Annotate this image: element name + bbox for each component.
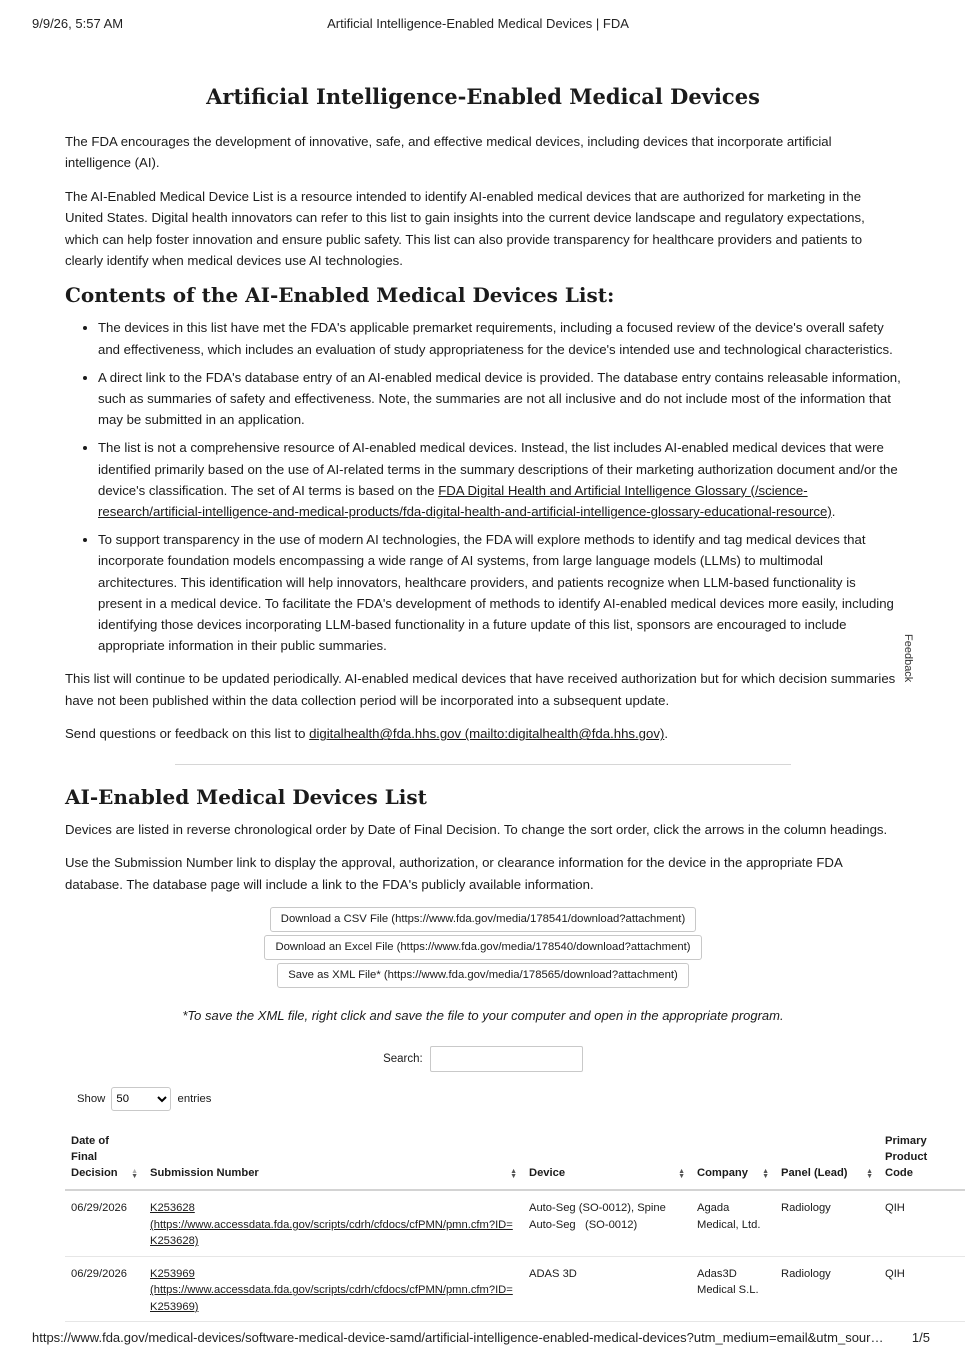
download-csv-button[interactable]: Download a CSV File (https://www.fda.gov/media/178541/download?attachment) xyxy=(270,907,696,932)
cell-date: 06/29/2026 xyxy=(65,1256,144,1322)
feedback-tab[interactable] xyxy=(896,634,922,694)
submission-url: (https://www.accessdata.fda.gov/scripts/cdrh/cfdocs/cfPMN/pmn.cfm?ID=K253969) xyxy=(150,1284,513,1313)
sort-icon: ▲ ▼ xyxy=(678,1168,685,1181)
th-panel-lead[interactable] xyxy=(775,1127,879,1190)
table-row xyxy=(65,1256,965,1322)
show-label: Show xyxy=(77,1093,106,1106)
th-company[interactable] xyxy=(691,1127,775,1190)
th-submission-number[interactable] xyxy=(144,1127,523,1190)
list-heading: AI-Enabled Medical Devices List xyxy=(65,784,427,809)
search-label: Search: xyxy=(383,1053,423,1066)
list-description-2: Use the Submission Number link to display the approval, authorization, or clearance information for the device in the appropriate FDA database. The database page will include a link to the FDA's publicly available information. xyxy=(65,855,843,892)
entries-label: entries xyxy=(177,1093,212,1106)
intro-paragraph-2: The AI-Enabled Medical Device List is a resource intended to identify AI-enabled medical devices that are authorized for marketing in the United States. Digital health innovators can refer to this list to gain insights into the current device landscape and regulatory expectations, which can help foster innovation and ensure public safety. This list can also provide transparency for healthcare providers and patients to clearly identify when medical devices use AI technologies. xyxy=(65,188,865,269)
cell-product-code: QIH xyxy=(879,1256,965,1322)
devices-table xyxy=(65,1127,965,1322)
section-divider xyxy=(175,764,791,765)
feedback-paragraph xyxy=(65,723,901,744)
feedback-prefix: Send questions or feedback on this list to xyxy=(65,726,310,742)
submission-number: K253969 xyxy=(150,1267,195,1280)
cell-company: Agada Medical, Ltd. xyxy=(691,1190,775,1256)
download-buttons xyxy=(65,907,901,991)
print-header xyxy=(32,16,924,34)
contents-bullet-4: • To support transparency in the use of modern AI technologies, the FDA will explore methods to identify and tag medical devices that incorporate foundation models encompassing a wide range of AI systems, from large language models (LLMs) to multimodal architectures. This identification will help innovators, healthcare providers, and patients recognize when LLM-based functionality is present in a medical device. To facilitate the FDA's development of methods to identify AI-enabled medical devices more easily, including identifying those devices incorporating LLM-based functionality in a future update of this list, sponsors are encouraged to include appropriate information in their public summaries. xyxy=(98,529,901,656)
th-code-label: Primary Product Code xyxy=(885,1135,928,1180)
contents-bullet-3-text: The list is not a comprehensive resource of AI-enabled medical devices. Instead, the list includes AI-enabled medical devices that were identified primarily based on the use of AI-related terms in the summary descriptions of their marketing authorization document and/or the device's classification. The set of AI terms is based on the xyxy=(98,440,898,498)
save-xml-button[interactable]: Save as XML File* (https://www.fda.gov/media/178565/download?attachment) xyxy=(277,963,689,988)
contents-bullet-3-end: . xyxy=(831,504,836,520)
glossary-link[interactable]: FDA Digital Health and Artificial Intelligence Glossary (/science-research/artificial-intelligence-and-medical-products/fda-digital-health-and-artificial-intelligence-glossary-educational-resource) xyxy=(98,482,832,520)
cell-device: ADAS 3D xyxy=(523,1256,691,1322)
submission-link[interactable] xyxy=(150,1202,513,1247)
sort-icon: ▲ ▼ xyxy=(866,1168,873,1181)
table-row xyxy=(65,1190,965,1256)
cell-date: 06/29/2026 xyxy=(65,1190,144,1256)
print-footer xyxy=(32,1330,930,1348)
th-date-label: Date of Final Decision xyxy=(71,1135,118,1180)
sort-icon: ▲ ▼ xyxy=(510,1168,517,1181)
cell-submission xyxy=(144,1190,523,1256)
contents-heading: Contents of the AI-Enabled Medical Devices List: xyxy=(65,283,615,308)
contents-list xyxy=(65,317,901,656)
contents-bullet-1: • The devices in this list have met the FDA's applicable premarket requirements, including a focused review of the device's overall safety and effectiveness, which includes an evaluation of study appropriateness for the device's intended use and technological characteristics. xyxy=(98,317,901,359)
submission-url: (https://www.accessdata.fda.gov/scripts/cdrh/cfdocs/cfPMN/pmn.cfm?ID=K253628) xyxy=(150,1218,513,1248)
feedback-suffix: . xyxy=(664,726,669,742)
th-device-label: Device xyxy=(529,1167,566,1180)
print-timestamp: 9/9/26, 5:57 AM xyxy=(32,16,124,31)
contents-bullet-2: • A direct link to the FDA's database entry of an AI-enabled medical device is provided. The database entry contains releasable information, such as summaries of safety and effectiveness. Note, the summaries are not all inclusive and do not include most of the information that may be submitted in an application. xyxy=(98,367,901,431)
entries-select[interactable] xyxy=(111,1087,171,1111)
print-page-title: Artificial Intelligence-Enabled Medical Devices | FDA xyxy=(327,16,629,31)
th-date-of-final-decision[interactable] xyxy=(65,1127,144,1190)
cell-submission xyxy=(144,1256,523,1322)
submission-number: K253628 xyxy=(150,1202,195,1215)
th-primary-product-code[interactable] xyxy=(879,1127,965,1190)
print-page-number: 1/5 xyxy=(911,1330,930,1345)
page-title: Artificial Intelligence-Enabled Medical Devices xyxy=(206,84,760,109)
search-row xyxy=(65,1046,901,1072)
intro-paragraph-1: The FDA encourages the development of innovative, safe, and effective medical devices, including devices that incorporate artificial intelligence (AI). xyxy=(65,134,832,171)
th-company-label: Company xyxy=(697,1167,748,1180)
sort-icon: ▲ ▼ xyxy=(762,1168,769,1181)
search-input[interactable] xyxy=(430,1046,583,1072)
cell-panel: Radiology xyxy=(775,1190,879,1256)
list-description-1: Devices are listed in reverse chronological order by Date of Final Decision. To change the sort order, click the arrows in the column headings. xyxy=(65,821,888,837)
download-excel-button[interactable]: Download an Excel File (https://www.fda.gov/media/178540/download?attachment) xyxy=(264,935,701,960)
cell-device: Auto-Seg (SO-0012), Spine Auto-Seg (SO-0012) xyxy=(523,1190,691,1256)
th-panel-label: Panel (Lead) xyxy=(781,1167,848,1180)
devices-table-wrapper xyxy=(65,1127,928,1322)
cell-product-code: QIH xyxy=(879,1190,965,1256)
cell-company: Adas3D Medical S.L. xyxy=(691,1256,775,1322)
entries-control xyxy=(65,1087,901,1111)
feedback-tab-label: Feedback xyxy=(902,634,914,683)
update-note: This list will continue to be updated periodically. AI-enabled medical devices that have received authorization but for which decision summaries have not been published within the data collection period will be incorporated into a subsequent update. xyxy=(65,671,896,708)
contents-bullet-3 xyxy=(98,437,901,522)
th-submission-label: Submission Number xyxy=(150,1167,259,1180)
sort-desc-icon: ▲ ▼ xyxy=(131,1168,138,1181)
cell-panel: Radiology xyxy=(775,1256,879,1322)
xml-note: *To save the XML file, right click and save the file to your computer and open in the appropriate program. xyxy=(182,1007,784,1023)
th-device[interactable] xyxy=(523,1127,691,1190)
feedback-email-link[interactable]: digitalhealth@fda.hhs.gov (mailto:digitalhealth@fda.hhs.gov) xyxy=(309,726,665,742)
print-url: https://www.fda.gov/medical-devices/software-medical-device-samd/artificial-intelligence-enabled-medical-devices?utm_medium=email&utm_sour… xyxy=(32,1330,884,1345)
submission-link[interactable] xyxy=(150,1268,513,1313)
main-content xyxy=(65,84,928,1322)
table-header-row xyxy=(65,1127,965,1190)
